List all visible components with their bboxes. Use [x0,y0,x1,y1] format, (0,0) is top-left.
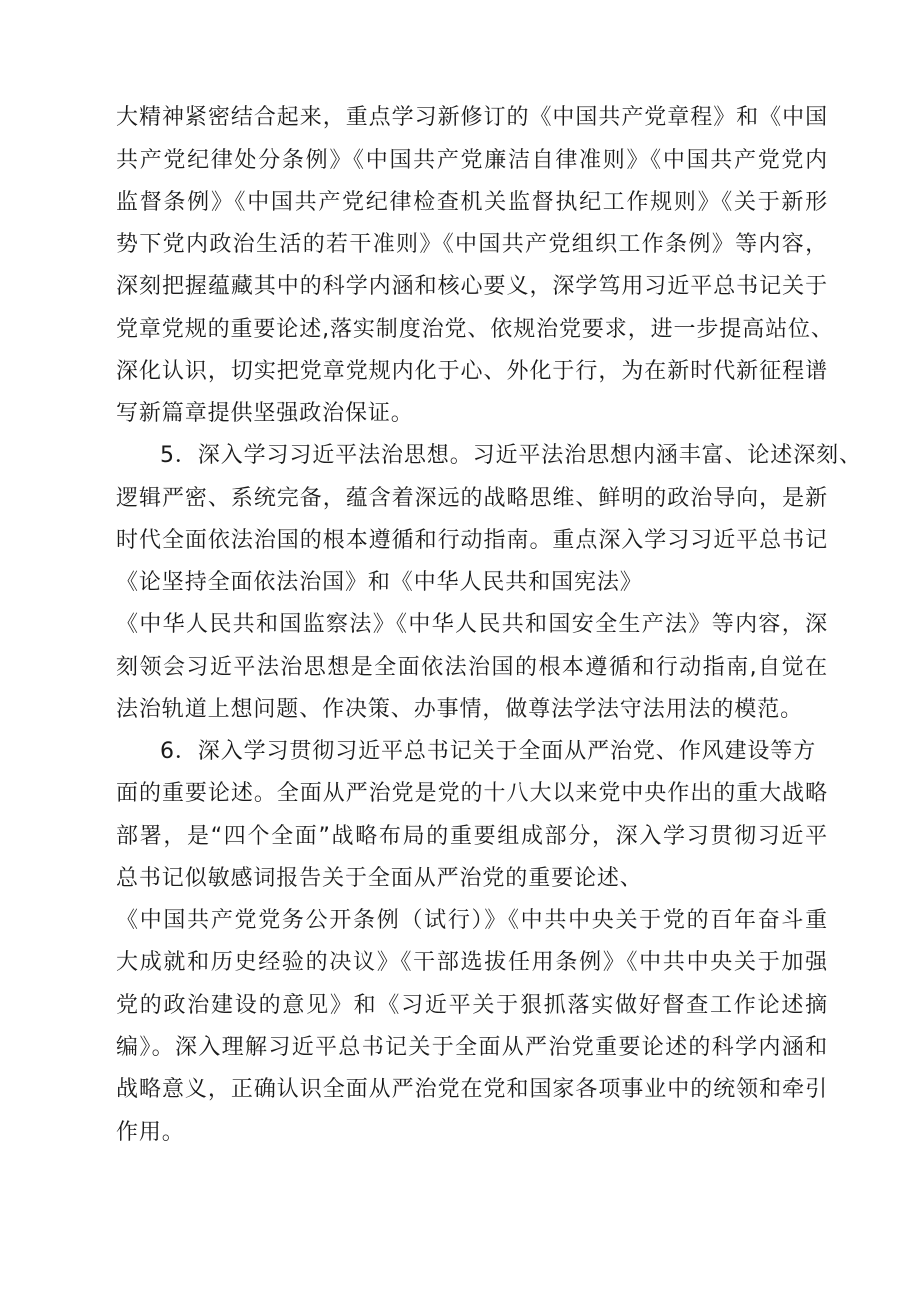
text-line-12: 《论坚持全面依法治国》和《中华人民共和国宪法》 [116,570,643,595]
text-line-20: 《中国共产党党务公开条例（试行）》《中共中央关于党的百年奋斗重 [116,908,828,933]
text-line-5: 深刻把握蕴藏其中的科学内涵和核心要义，深学笃用习近平总书记关于 [116,274,828,299]
text-line-1: 大精神紧密结合起来，重点学习新修订的《中国共产党章程》和《中国 [116,105,828,130]
text-line-11: 时代全面依法治国的根本遵循和行动指南。重点深入学习习近平总书记 [116,528,828,553]
text-line-24: 战略意义，正确认识全面从严治党在党和国家各项事业中的统领和牵引 [116,1077,828,1102]
text-line-22: 党的政治建设的意见》和《习近平关于狠抓落实做好督查工作论述摘 [116,993,828,1018]
text-line-7: 深化认识，切实把党章党规内化于心、外化于行，为在新时代新征程谱 [116,359,828,384]
section-6-heading-line: 6．深入学习贯彻习近平总书记关于全面从严治党、作风建设等方 [160,739,817,764]
text-line-21: 大成就和历史经验的决议》《干部选拔任用条例》《中共中央关于加强 [116,950,828,975]
text-line-23: 编》。深入理解习近平总书记关于全面从严治党重要论述的科学内涵和 [116,1035,828,1060]
text-line-8: 写新篇章提供坚强政治保证。 [116,401,414,426]
text-line-15: 法治轨道上想问题、作决策、办事情，做尊法学法守法用法的模范。 [116,697,804,722]
text-line-19: 总书记似敏感词报告关于全面从严治党的重要论述、 [116,866,643,891]
text-line-17: 面的重要论述。全面从严治党是党的十八大以来党中央作出的重大战略 [116,781,828,806]
text-line-6: 党章党规的重要论述,落实制度治党、依规治党要求，进一步提高站位、 [116,317,834,342]
text-line-3: 监督条例》《中国共产党纪律检查机关监督执纪工作规则》《关于新形 [116,190,828,215]
text-line-10: 逻辑严密、系统完备，蕴含着深远的战略思维、鲜明的政治导向，是新 [116,486,828,511]
text-line-13: 《中华人民共和国监察法》《中华人民共和国安全生产法》等内容，深 [116,612,828,637]
text-line-2: 共产党纪律处分条例》《中国共产党廉洁自律准则》《中国共产党党内 [116,148,828,173]
text-line-14: 刻领会习近平法治思想是全面依法治国的根本遵循和行动指南,自觉在 [116,655,828,680]
text-line-4: 势下党内政治生活的若干准则》《中国共产党组织工作条例》等内容， [116,232,828,257]
text-line-18: 部署，是“四个全面”战略布局的重要组成部分，深入学习贯彻习近平 [116,824,828,849]
section-5-heading-line: 5．深入学习习近平法治思想。习近平法治思想内涵丰富、论述深刻、 [160,443,862,468]
text-line-25: 作用。 [116,1120,185,1145]
